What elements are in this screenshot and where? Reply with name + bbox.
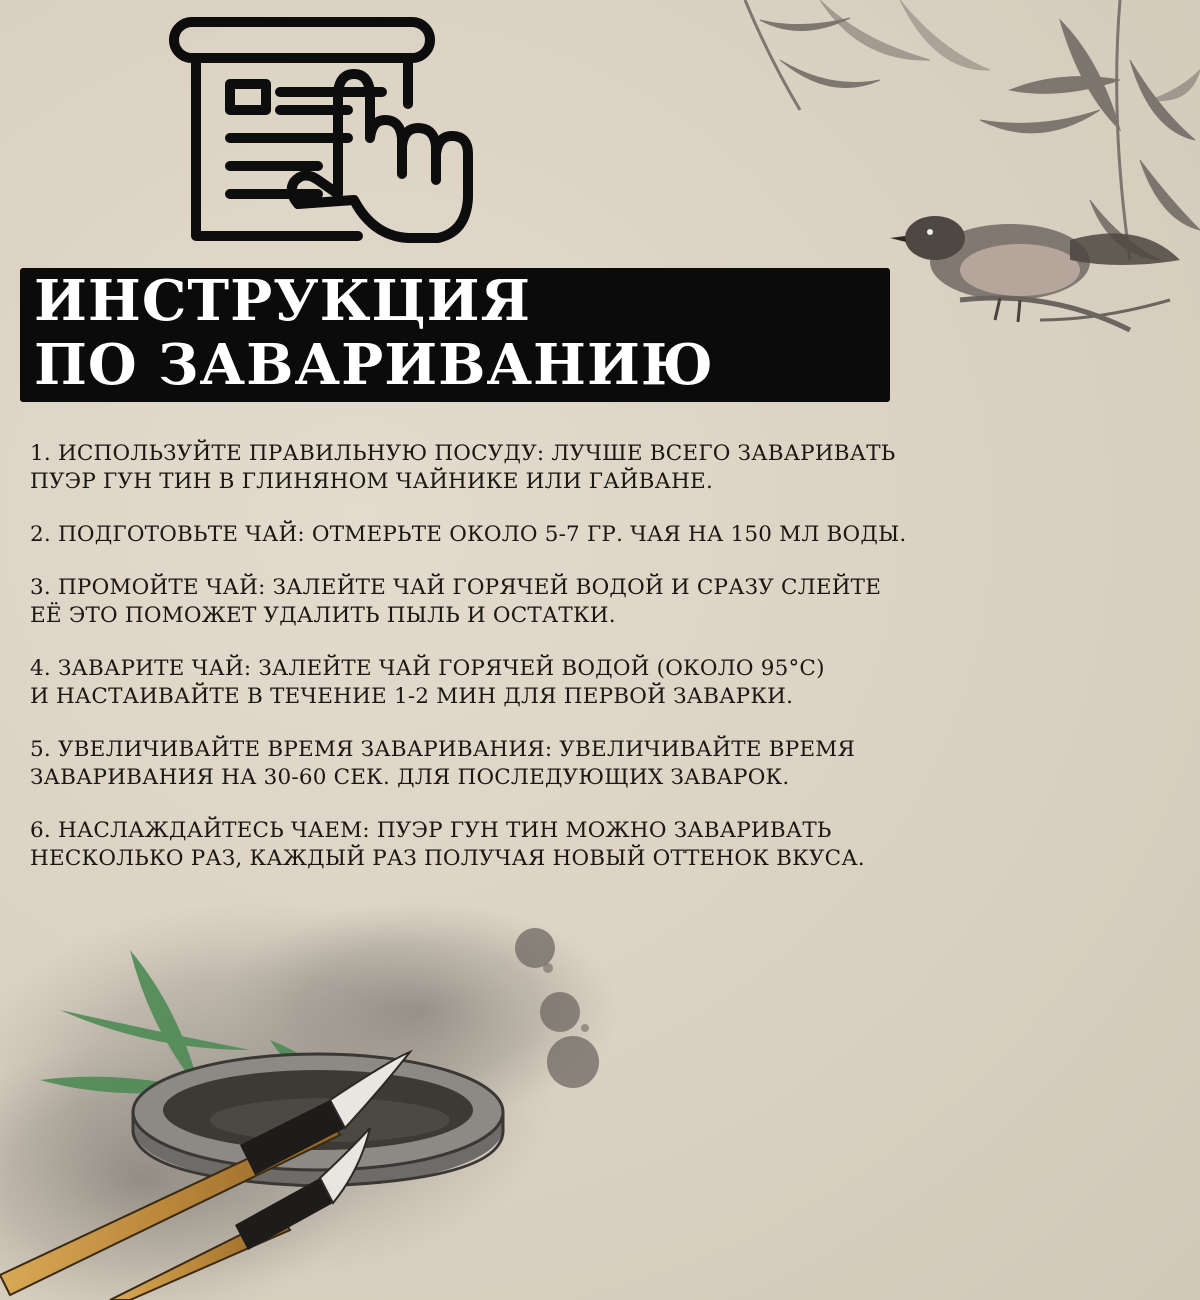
step-text-line: НЕСКОЛЬКО РАЗ, КАЖДЫЙ РАЗ ПОЛУЧАЯ НОВЫЙ ОТТЕНОК ВКУСА. [30, 846, 865, 871]
step-2 [30, 521, 1180, 549]
step-text-line: 3. ПРОМОЙТЕ ЧАЙ: ЗАЛЕЙТЕ ЧАЙ ГОРЯЧЕЙ ВОДОЙ И СРАЗУ СЛЕЙТЕ [30, 575, 882, 600]
step-text-line: ПУЭР ГУН ТИН В ГЛИНЯНОМ ЧАЙНИКЕ ИЛИ ГАЙВАНЕ. [30, 469, 713, 494]
step-5 [30, 736, 1180, 792]
step-text-line: ЕЁ ЭТО ПОМОЖЕТ УДАЛИТЬ ПЫЛЬ И ОСТАТКИ. [30, 603, 616, 628]
step-text-line: 6. НАСЛАЖДАЙТЕСЬ ЧАЕМ: ПУЭР ГУН ТИН МОЖНО ЗАВАРИВАТЬ [30, 818, 832, 843]
step-text-line: ЗАВАРИВАНИЯ НА 30-60 СЕК. ДЛЯ ПОСЛЕДУЮЩИХ ЗАВАРОК. [30, 765, 790, 790]
title-banner [20, 268, 890, 402]
document-with-pointing-hand-icon [168, 14, 488, 250]
step-3 [30, 574, 1180, 630]
step-4 [30, 655, 1180, 711]
step-text-line: 1. ИСПОЛЬЗУЙТЕ ПРАВИЛЬНУЮ ПОСУДУ: ЛУЧШЕ ВСЕГО ЗАВАРИВАТЬ [30, 441, 896, 466]
page-title-line-2: ПО ЗАВАРИВАНИЮ [34, 332, 714, 398]
instruction-steps [30, 440, 1180, 898]
step-1 [30, 440, 1180, 496]
bird-illustration [890, 216, 1180, 330]
step-text-line: 5. УВЕЛИЧИВАЙТЕ ВРЕМЯ ЗАВАРИВАНИЯ: УВЕЛИЧИВАЙТЕ ВРЕМЯ [30, 737, 856, 762]
step-text-line: 2. ПОДГОТОВЬТЕ ЧАЙ: ОТМЕРЬТЕ ОКОЛО 5-7 ГР. ЧАЯ НА 150 МЛ ВОДЫ. [30, 522, 907, 547]
step-6 [30, 817, 1180, 873]
bamboo-branch-top-right [745, 0, 1200, 260]
page-title-line-1: ИНСТРУКЦИЯ [34, 268, 531, 334]
step-text-line: 4. ЗАВАРИТЕ ЧАЙ: ЗАЛЕЙТЕ ЧАЙ ГОРЯЧЕЙ ВОДОЙ (ОКОЛО 95°С) [30, 656, 825, 681]
step-text-line: И НАСТАИВАЙТЕ В ТЕЧЕНИЕ 1-2 МИН ДЛЯ ПЕРВОЙ ЗАВАРКИ. [30, 684, 794, 709]
